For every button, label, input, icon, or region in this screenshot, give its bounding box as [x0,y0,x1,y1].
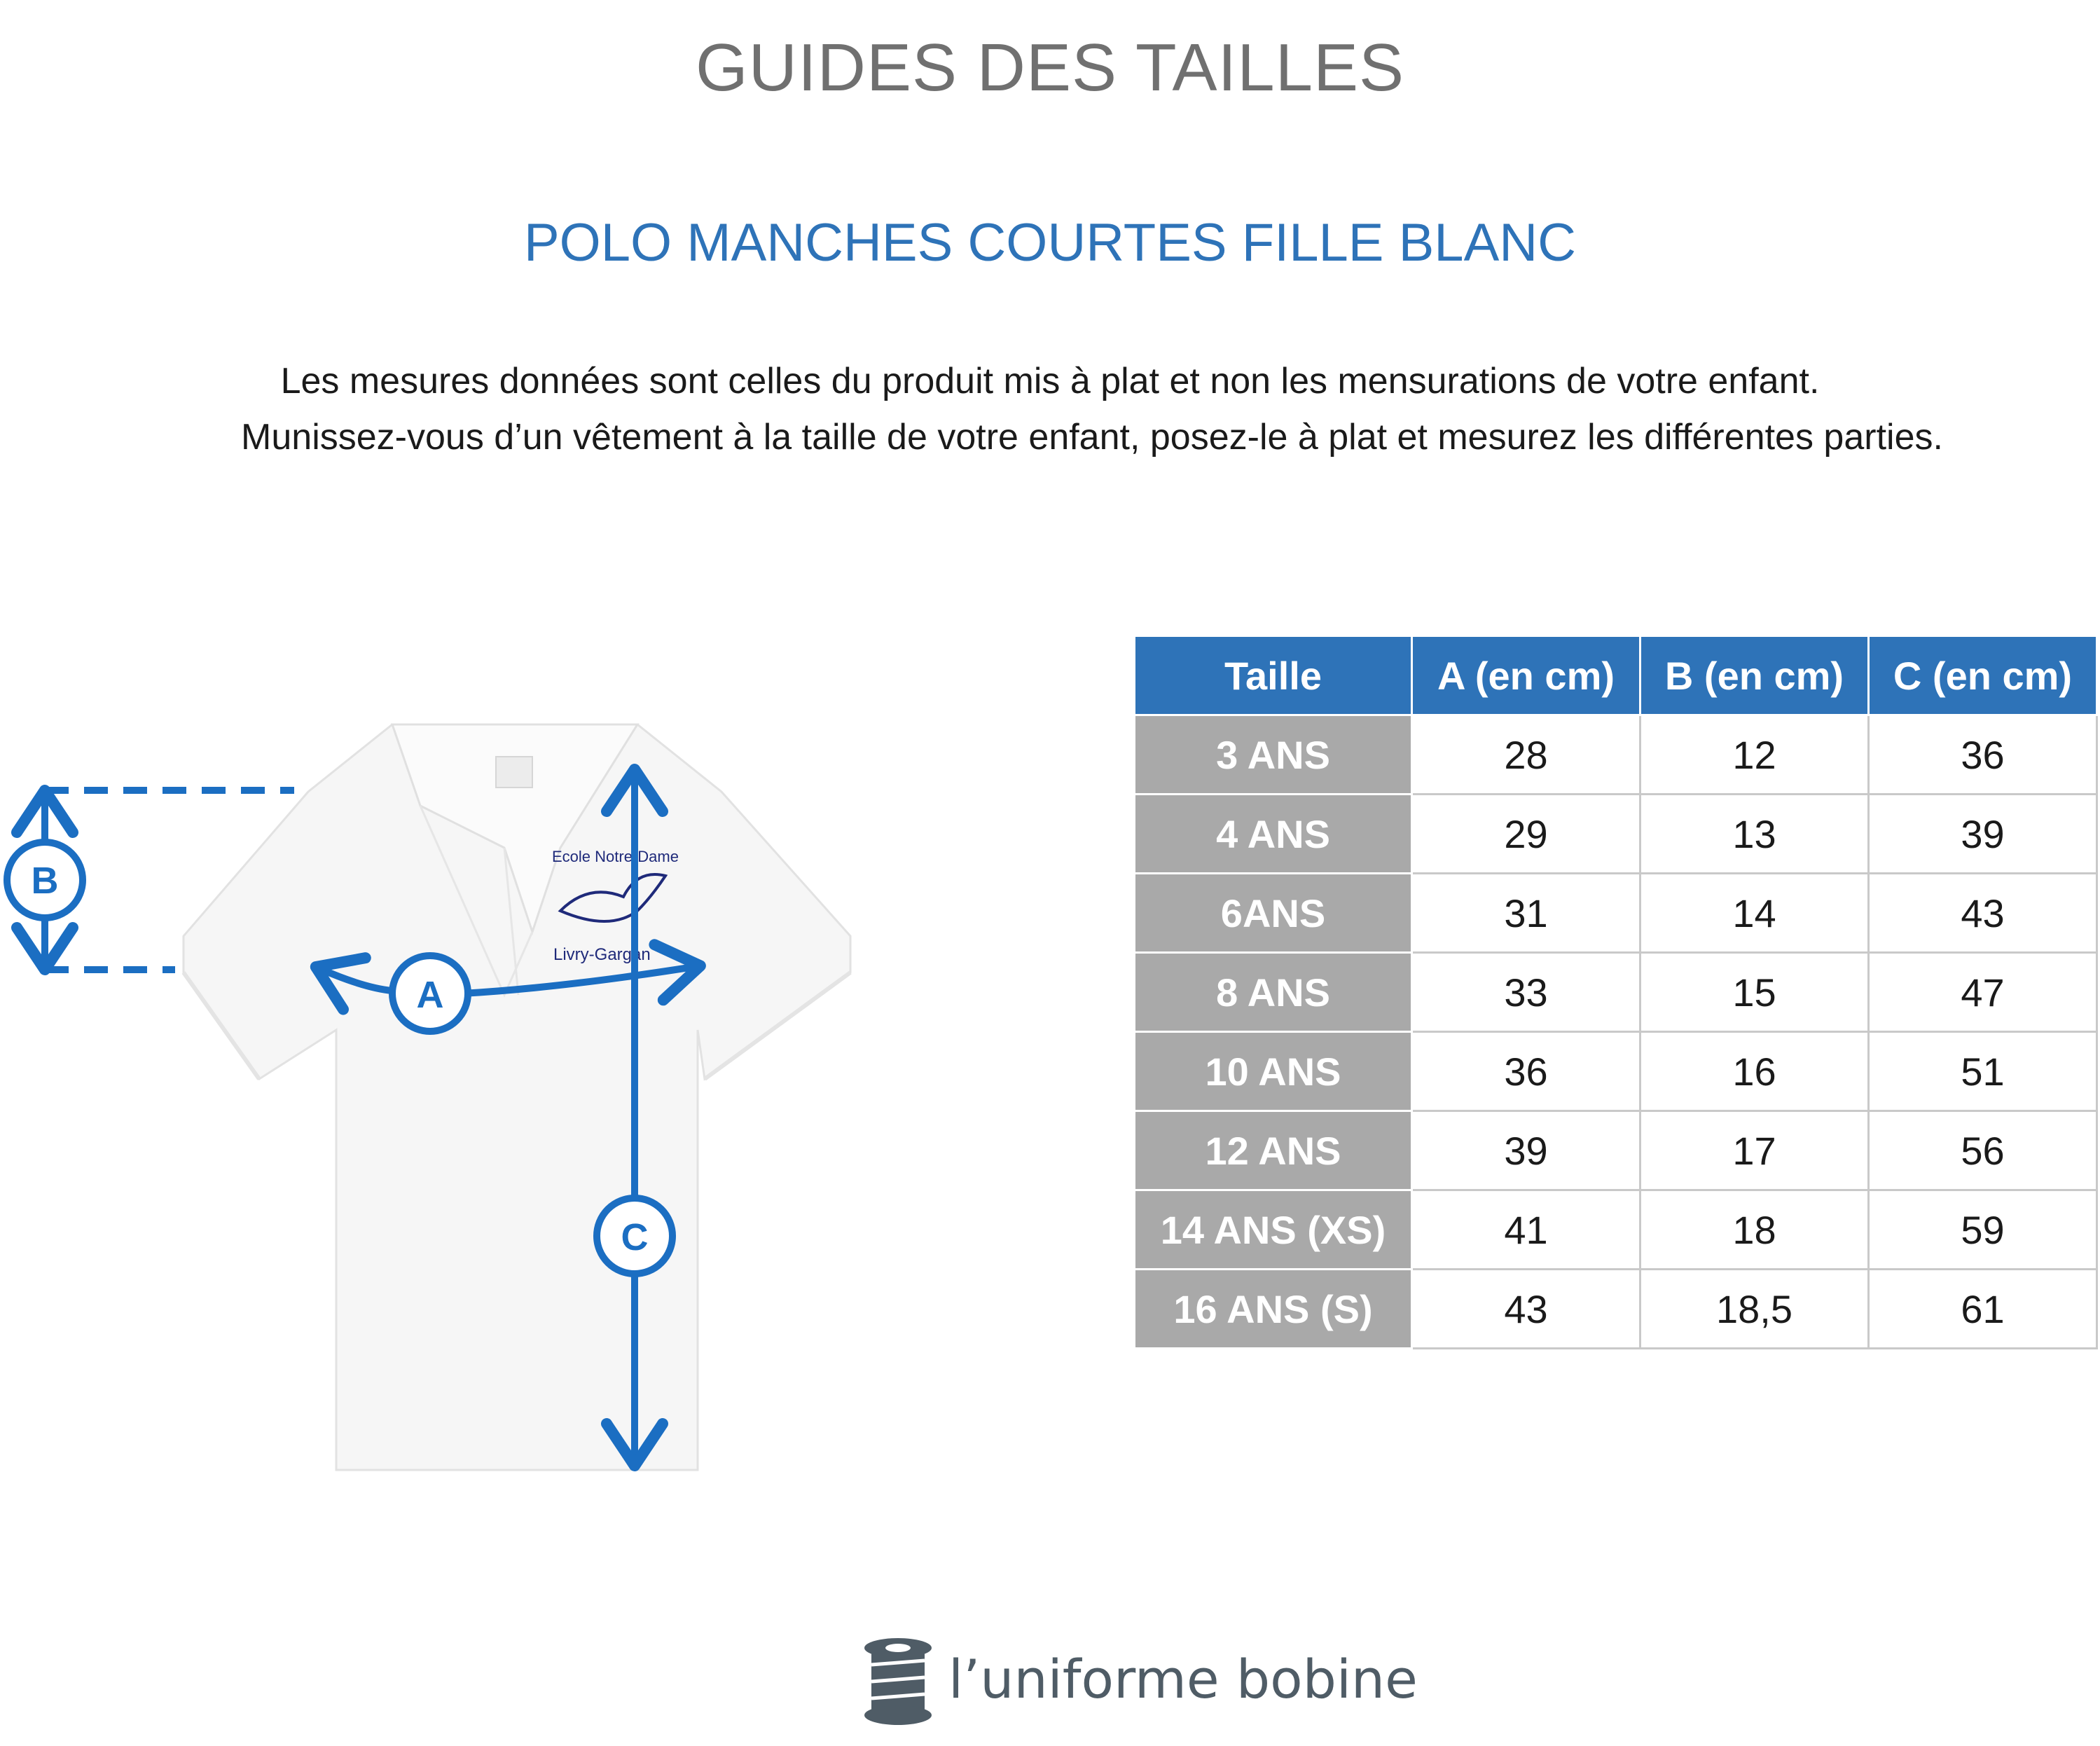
row-size: 10 ANS [1135,1032,1412,1111]
row-a: 31 [1412,874,1640,953]
row-c: 56 [1869,1111,2097,1190]
logo-text-bottom: Livry-Gargan [553,945,651,964]
row-b: 14 [1640,874,1869,953]
row-a: 33 [1412,953,1640,1032]
header-a: A (en cm) [1412,636,1640,715]
row-size: 4 ANS [1135,795,1412,874]
intro-line-1: Les mesures données sont celles du produit mis à plat et non les mensurations de votre enfant. [280,361,1820,401]
intro-line-2: Munissez-vous d’un vêtement à la taille de votre enfant, posez-le à plat et mesurez les différentes parties. [241,417,1943,458]
row-a: 41 [1412,1190,1640,1270]
brand-name: l’uniforme bobine [948,1648,1418,1710]
row-a: 39 [1412,1111,1640,1190]
row-a: 28 [1412,715,1640,795]
header-c: C (en cm) [1869,636,2097,715]
polo-measurement-diagram [0,701,883,1492]
row-b: 16 [1640,1032,1869,1111]
row-b: 13 [1640,795,1869,874]
table-row [1135,1111,2097,1190]
row-a: 29 [1412,795,1640,874]
row-c: 39 [1869,795,2097,874]
table-row [1135,715,2097,795]
label-c: C [621,1216,649,1258]
row-a: 43 [1412,1270,1640,1349]
row-size: 14 ANS (XS) [1135,1190,1412,1270]
row-c: 47 [1869,953,2097,1032]
polo-shirt-icon [184,724,850,1470]
table-row [1135,1032,2097,1111]
row-c: 51 [1869,1032,2097,1111]
table-row [1135,953,2097,1032]
row-a: 36 [1412,1032,1640,1111]
label-b: B [31,860,59,902]
row-b: 18,5 [1640,1270,1869,1349]
header-b: B (en cm) [1640,636,1869,715]
spool-icon [856,1632,940,1731]
table-row [1135,1190,2097,1270]
logo-text-top: Ecole Notre-Dame [552,848,679,865]
row-b: 15 [1640,953,1869,1032]
table-header-row [1135,636,2097,715]
row-size: 6ANS [1135,874,1412,953]
table-row [1135,795,2097,874]
table-row [1135,1270,2097,1349]
row-size: 16 ANS (S) [1135,1270,1412,1349]
row-b: 18 [1640,1190,1869,1270]
row-c: 43 [1869,874,2097,953]
row-size: 3 ANS [1135,715,1412,795]
table-row [1135,874,2097,953]
page-title: GUIDES DES TAILLES [695,30,1405,105]
row-c: 61 [1869,1270,2097,1349]
row-b: 17 [1640,1111,1869,1190]
row-size: 8 ANS [1135,953,1412,1032]
row-c: 36 [1869,715,2097,795]
size-table [1133,635,2098,1349]
row-c: 59 [1869,1190,2097,1270]
header-size: Taille [1135,636,1412,715]
label-a: A [416,974,444,1016]
brand-logo [856,1632,1418,1731]
row-size: 12 ANS [1135,1111,1412,1190]
row-b: 12 [1640,715,1869,795]
product-title: POLO MANCHES COURTES FILLE BLANC [523,213,1577,273]
